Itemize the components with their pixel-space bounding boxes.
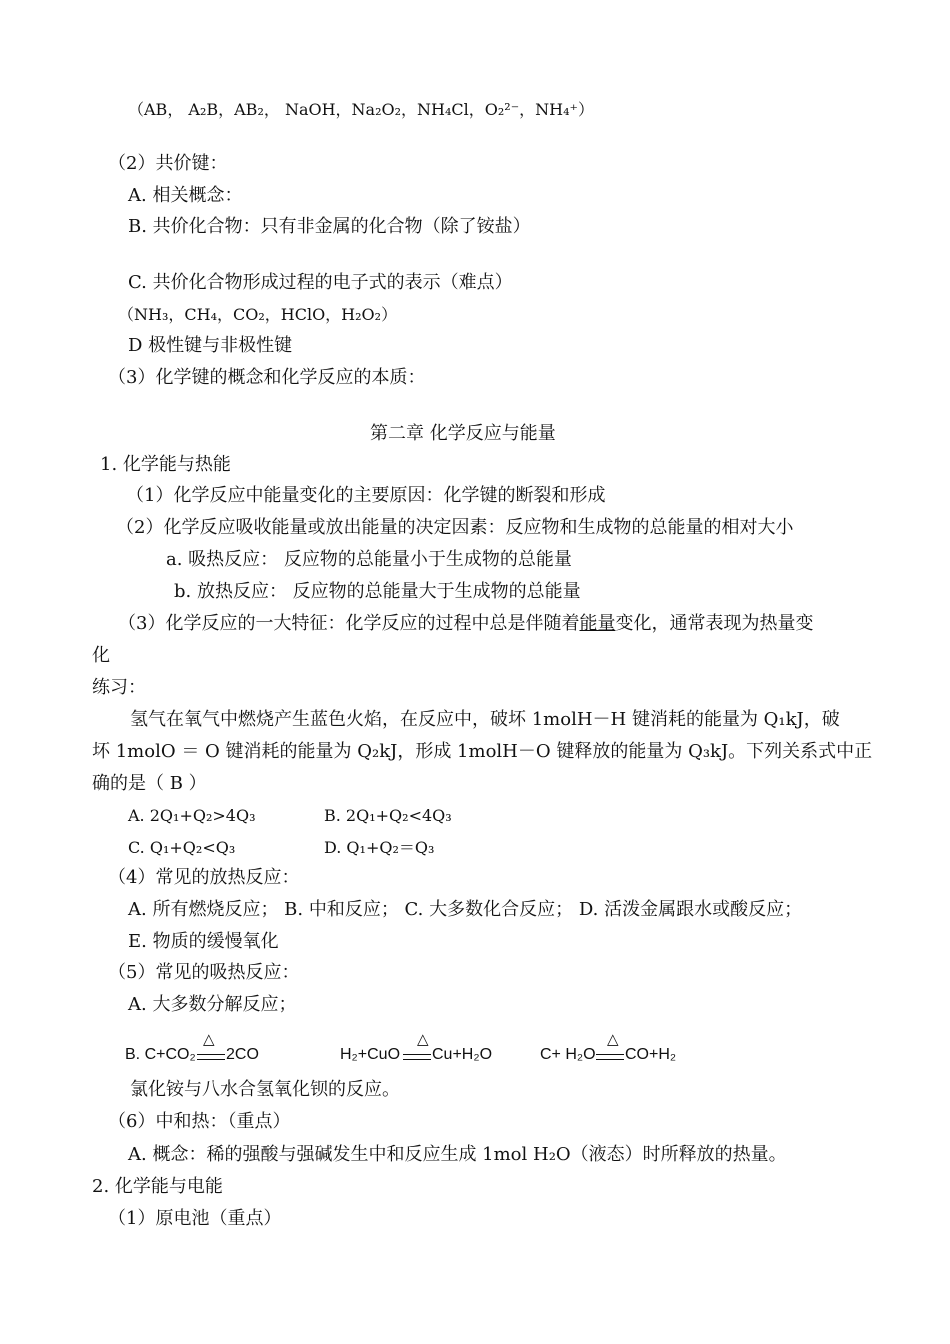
heat-triangle-icon: △ bbox=[607, 1030, 619, 1048]
heat-triangle-icon: △ bbox=[203, 1030, 215, 1048]
item-electron-formula: C. 共价化合物形成过程的电子式的表示（难点） bbox=[128, 272, 513, 293]
exercise-question-2: 坏 1molO ＝ O 键消耗的能量为 Q₂kJ，形成 1molH－O 键释放的能量为 Q₃kJ。下列关系式中正 bbox=[92, 741, 873, 762]
point-endothermic: a. 吸热反应： 反应物的总能量小于生成物的总能量 bbox=[166, 549, 572, 570]
endothermic-ammonium-chloride: 氯化铵与八水合氢氧化钡的反应。 bbox=[130, 1079, 400, 1100]
eq1-products: 2CO bbox=[226, 1046, 259, 1063]
point-exothermic: b. 放热反应： 反应物的总能量大于生成物的总能量 bbox=[174, 581, 581, 602]
heading-covalent-bond: （2）共价键： bbox=[108, 153, 228, 174]
formula-list-ionic: （AB， A₂B，AB₂， NaOH，Na₂O₂，NH₄Cl，O₂²⁻，NH₄⁺） bbox=[128, 100, 594, 119]
heading-chemical-bond-essence: （3）化学键的概念和化学反应的本质： bbox=[108, 367, 426, 388]
eq1-reactants: B. C+CO₂ bbox=[125, 1046, 196, 1063]
heading-galvanic-cell: （1）原电池（重点） bbox=[108, 1208, 282, 1229]
eq2-products: Cu+H₂O bbox=[432, 1046, 493, 1063]
exercise-label: 练习： bbox=[92, 677, 146, 698]
exercise-question-3: 确的是（ B ） bbox=[92, 773, 207, 794]
exothermic-list-e: E. 物质的缓慢氧化 bbox=[128, 931, 279, 952]
feature-underlined-energy: 能量 bbox=[579, 613, 616, 634]
eq1-arrow bbox=[197, 1054, 225, 1060]
heading-neutralization-heat: （6）中和热：（重点） bbox=[108, 1111, 291, 1132]
eq3-reactants: C+ H₂O bbox=[540, 1046, 596, 1063]
option-a: A. 2Q₁+Q₂>4Q₃ bbox=[128, 806, 256, 825]
eq2-arrow bbox=[403, 1054, 431, 1060]
section-electric-energy: 2. 化学能与电能 bbox=[92, 1176, 223, 1197]
item-polar-bond: D 极性键与非极性键 bbox=[128, 335, 293, 356]
item-covalent-compound: B. 共价化合物：只有非金属的化合物（除了铵盐） bbox=[128, 216, 531, 237]
heat-triangle-icon: △ bbox=[417, 1030, 429, 1048]
item-related-concepts: A. 相关概念： bbox=[128, 185, 243, 206]
point-energy-determinant: （2）化学反应吸收能量或放出能量的决定因素：反应物和生成物的总能量的相对大小 bbox=[116, 517, 794, 538]
endothermic-decomposition: A. 大多数分解反应； bbox=[128, 994, 297, 1015]
eq2-reactants: H₂+CuO bbox=[340, 1046, 401, 1063]
heading-endothermic-reactions: （5）常见的吸热反应： bbox=[108, 962, 300, 983]
point-energy-change-cause: （1）化学反应中能量变化的主要原因：化学键的断裂和形成 bbox=[126, 485, 606, 506]
chapter-title: 第二章 化学反应与能量 bbox=[370, 423, 556, 444]
eq3-products: CO+H₂ bbox=[625, 1046, 677, 1063]
option-c: C. Q₁+Q₂<Q₃ bbox=[128, 838, 236, 857]
exothermic-list: A. 所有燃烧反应； B. 中和反应； C. 大多数化合反应； D. 活泼金属跟水或酸反应； bbox=[128, 899, 803, 920]
feature-text-a: （3）化学反应的一大特征：化学反应的过程中总是伴随着 bbox=[118, 613, 580, 634]
option-b: B. 2Q₁+Q₂<4Q₃ bbox=[324, 806, 452, 825]
exercise-question-1: 氢气在氧气中燃烧产生蓝色火焰，在反应中，破坏 1molH－H 键消耗的能量为 Q₁kJ，破 bbox=[130, 709, 840, 730]
point-reaction-feature bbox=[118, 612, 813, 636]
feature-text-b: 变化，通常表现为热量变 bbox=[615, 613, 814, 634]
eq3-arrow bbox=[596, 1054, 624, 1060]
neutralization-concept: A. 概念：稀的强酸与强碱发生中和反应生成 1mol H₂O（液态）时所释放的热量。 bbox=[128, 1144, 787, 1165]
option-d: D. Q₁+Q₂＝Q₃ bbox=[324, 838, 435, 857]
heading-exothermic-reactions: （4）常见的放热反应： bbox=[108, 867, 300, 888]
section-heat-energy: 1. 化学能与热能 bbox=[100, 454, 231, 475]
feature-wrap: 化 bbox=[92, 645, 110, 666]
formula-list-covalent: （NH₃，CH₄，CO₂，HClO，H₂O₂） bbox=[118, 305, 398, 324]
